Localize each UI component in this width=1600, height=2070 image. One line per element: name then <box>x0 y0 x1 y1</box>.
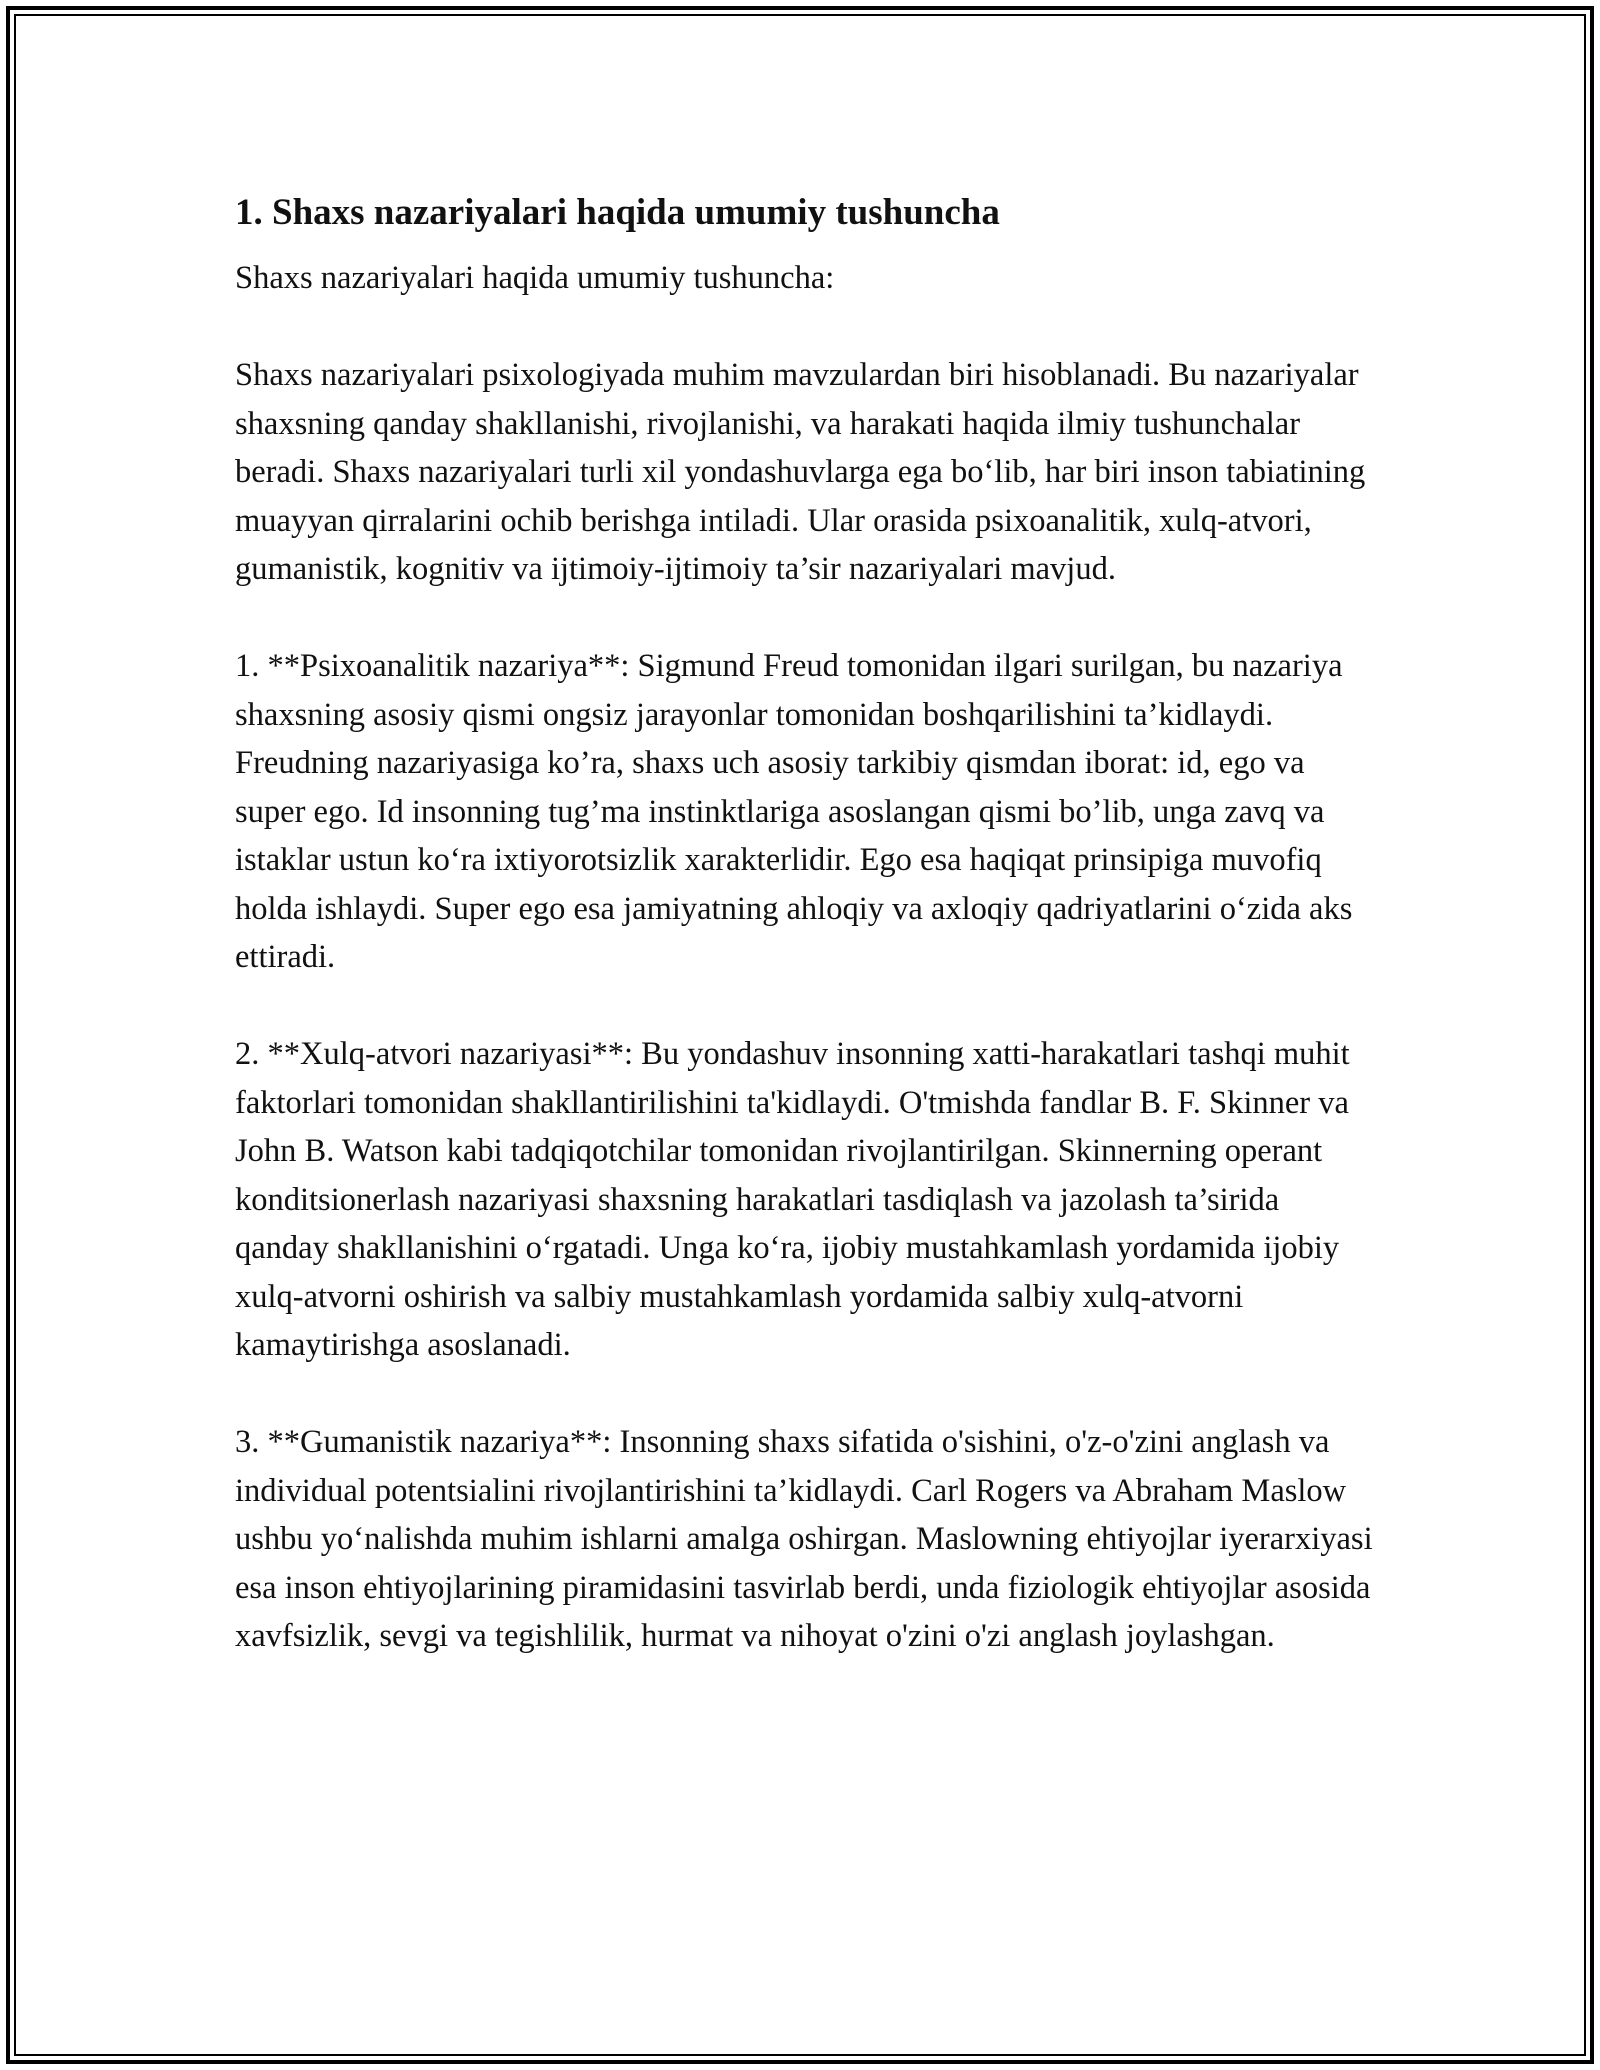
behavioral-paragraph: 2. **Xulq-atvori nazariyasi**: Bu yondashuv insonning xatti-harakatlari tashqi muhit faktorlari tomonidan shakllantirilishini ta'kidlaydi. O'tmishda fandlar B. F. Skinner va John B. Watson kabi tadqiqotchilar tomonidan rivojlantirilgan. Skinnerning operant konditsionerlash nazariyasi shaxsning harakatlari tasdiqlash va jazolash ta’sirida qanday shakllanishini o‘rgatadi. Unga ko‘ra, ijobiy mustahkamlash yordamida ijobiy xulq-atvorni oshirish va salbiy mustahkamlash yordamida salbiy xulq-atvorni kamaytirishga asoslanadi. <box>235 1036 1350 1363</box>
psychoanalytic-paragraph: 1. **Psixoanalitik nazariya**: Sigmund Freud tomonidan ilgari surilgan, bu nazariya shaxsning asosiy qismi ongsiz jarayonlar tomonidan boshqarilishini ta’kidlaydi. Freudning nazariyasiga ko’ra, shaxs uch asosiy tarkibiy qismdan iborat: id, ego va super ego. Id insonning tug’ma instinktlariga asoslangan qismi bo’lib, unga zavq va istaklar ustun ko‘ra ixtiyorotsizlik xarakterlidir. Ego esa haqiqat prinsipiga muvofiq holda ishlaydi. Super ego esa jamiyatning ahloqiy va axloqiy qadriyatlarini o‘zida aks ettiradi. <box>235 648 1353 975</box>
overview-paragraph: Shaxs nazariyalari psixologiyada muhim mavzulardan biri hisoblanadi. Bu nazariyalar shaxsning qanday shakllanishi, rivojlanishi, va harakati haqida ilmiy tushunchalar beradi. Shaxs nazariyalari turli xil yondashuvlarga ega bo‘lib, har biri inson tabiatining muayyan qirralarini ochib berishga intiladi. Ular orasida psixoanalitik, xulq-atvori, gumanistik, kognitiv va ijtimoiy-ijtimoiy ta’sir nazariyalari mavjud. <box>235 357 1366 587</box>
intro-line: Shaxs nazariyalari haqida umumiy tushuncha: <box>235 260 835 296</box>
section-heading: 1. Shaxs nazariyalari haqida umumiy tushuncha <box>235 192 1000 233</box>
humanistic-paragraph: 3. **Gumanistik nazariya**: Insonning shaxs sifatida o'sishini, o'z-o'zini anglash va individual potentsialini rivojlantirishini ta’kidlaydi. Carl Rogers va Abraham Maslow ushbu yo‘nalishda muhim ishlarni amalga oshirgan. Maslowning ehtiyojlar iyerarxiyasi esa inson ehtiyojlarining piramidasini tasvirlab berdi, unda fiziologik ehtiyojlar asosida xavfsizlik, sevgi va tegishlilik, hurmat va nihoyat o'zini o'zi anglash joylashgan. <box>235 1424 1373 1654</box>
document-body <box>235 186 1375 1709</box>
